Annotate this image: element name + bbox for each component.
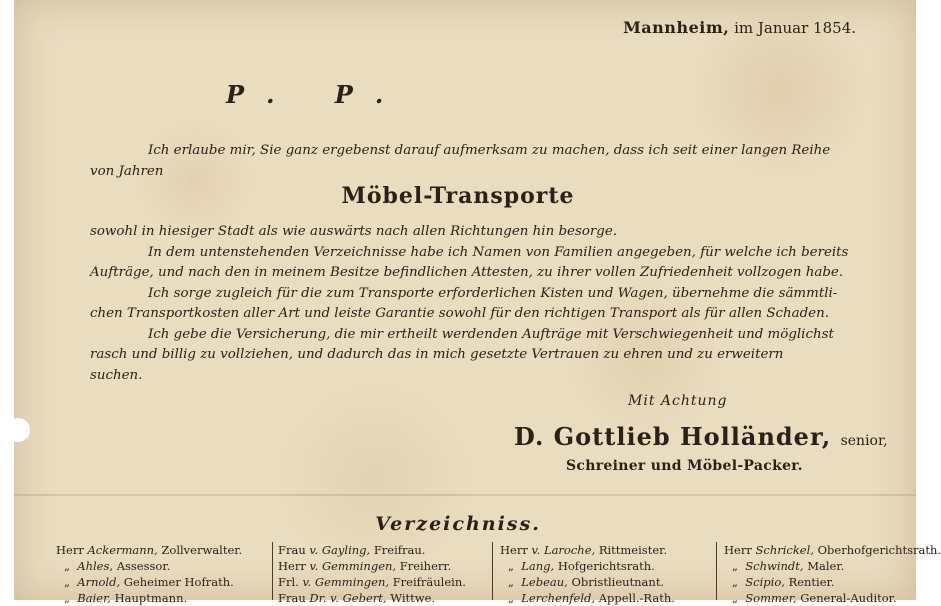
register-entry <box>724 574 941 590</box>
register-entry <box>56 542 242 558</box>
entry-name: Ackermann, <box>87 543 158 557</box>
register-entry <box>278 590 466 606</box>
entry-prefix: „ <box>508 559 514 573</box>
entry-prefix: Herr <box>278 559 306 573</box>
entry-role: Geheimer Hofrath. <box>123 575 234 589</box>
entry-prefix: „ <box>64 575 70 589</box>
entry-prefix: Herr <box>724 543 752 557</box>
register-entry <box>56 590 242 606</box>
entry-name: Schwindt, <box>745 559 804 573</box>
intro-line: Ich erlaube mir, Sie ganz ergebenst darauf aufmerksam zu machen, dass ich seit einer langen Reihe <box>148 143 831 158</box>
entry-prefix: „ <box>64 559 70 573</box>
paragraph-line: In dem untenstehenden Verzeichnisse habe ich Namen von Familien angegeben, für welche ich bereits <box>148 244 849 260</box>
entry-role: Hofgerichtsrath. <box>557 559 655 573</box>
register-entry <box>724 542 941 558</box>
register-entry <box>278 558 466 574</box>
date-line <box>623 18 856 37</box>
register-column <box>724 542 941 606</box>
entry-name: Lebeau, <box>521 575 568 589</box>
punch-hole <box>6 418 30 442</box>
entry-name: v. Gemmingen, <box>309 559 397 573</box>
entry-prefix: „ <box>64 591 70 605</box>
signatory-trade: Schreiner und Möbel-Packer. <box>566 458 803 474</box>
entry-name: v. Laroche, <box>531 543 596 557</box>
register-column <box>56 542 242 606</box>
signatory-suffix: senior, <box>840 433 888 449</box>
document-title: Möbel-Transporte <box>341 183 575 209</box>
entry-name: Lerchenfeld, <box>521 591 596 605</box>
register-entry <box>500 558 675 574</box>
entry-name: Scipio, <box>745 575 785 589</box>
salutation: P. P. <box>226 80 410 109</box>
entry-role: Rentier. <box>788 575 835 589</box>
entry-name: v. Gemmingen, <box>302 575 390 589</box>
entry-prefix: Frau <box>278 591 306 605</box>
entry-role: Assessor. <box>116 559 171 573</box>
register-entry <box>500 542 675 558</box>
entry-role: Wittwe. <box>390 591 436 605</box>
intro-line: von Jahren <box>90 163 164 179</box>
signatory-name: D. Gottlieb Holländer, <box>514 422 832 451</box>
entry-prefix: Herr <box>56 543 84 557</box>
entry-name: Sommer, <box>745 591 797 605</box>
entry-name: Baier, <box>77 591 111 605</box>
entry-role: Oberhofgerichtsrath. <box>817 543 941 557</box>
entry-prefix: Frau <box>278 543 306 557</box>
entry-role: Maler. <box>807 559 845 573</box>
paragraph-line: rasch und billig zu vollziehen, und dadurch das in mich gesetzte Vertrauen zu ehren und zu erweitern <box>90 347 784 362</box>
paragraph-line: Ich sorge zugleich für die zum Transporte erforderlichen Kisten und Wagen, übernehme die sämmtli- <box>148 285 838 301</box>
fold-line <box>14 494 916 496</box>
entry-name: Lang, <box>521 559 555 573</box>
signature-line <box>514 422 888 451</box>
entry-role: Hauptmann. <box>114 591 188 605</box>
main-paragraphs <box>90 222 898 386</box>
entry-prefix: „ <box>732 559 738 573</box>
register-entry <box>56 558 242 574</box>
entry-prefix: Herr <box>500 543 528 557</box>
paragraph-line: chen Transportkosten aller Art und leiste Garantie sowohl für den richtigen Transport als für allen Schaden. <box>90 306 829 321</box>
paragraph-line: suchen. <box>90 367 143 383</box>
entry-prefix: „ <box>732 575 738 589</box>
paragraph-line: sowohl in hiesiger Stadt als wie auswärts nach allen Richtungen hin besorge. <box>90 224 618 239</box>
entry-role: Rittmeister. <box>598 543 668 557</box>
entry-prefix: Frl. <box>278 575 299 589</box>
entry-role: Obristlieutnant. <box>571 575 665 589</box>
paragraph-line: Aufträge, und nach den in meinem Besitze befindlichen Attesten, zu ihrer vollen Zufriedenheit vollzogen habe. <box>90 265 844 280</box>
entry-role: Freifrau. <box>373 543 426 557</box>
entry-role: Appell.-Rath. <box>598 591 675 605</box>
entry-role: General-Auditor. <box>800 591 897 605</box>
register-entry <box>56 574 242 590</box>
intro-paragraph <box>90 141 898 182</box>
city: Mannheim, <box>623 18 730 37</box>
register-entry <box>278 574 466 590</box>
date: im Januar 1854. <box>734 19 856 37</box>
register-column <box>278 542 466 606</box>
register-columns <box>54 542 941 605</box>
register-entry <box>724 590 941 606</box>
register-entry <box>724 558 941 574</box>
closing-regards: Mit Achtung <box>628 393 728 409</box>
register-column <box>500 542 675 606</box>
register-title: Verzeichniss. <box>375 513 541 535</box>
entry-prefix: „ <box>732 591 738 605</box>
entry-name: Dr. v. Gebert, <box>309 591 387 605</box>
entry-name: Arnold, <box>77 575 121 589</box>
entry-name: Schrickel, <box>755 543 814 557</box>
entry-prefix: „ <box>508 575 514 589</box>
register-entry <box>500 590 675 606</box>
entry-name: v. Gayling, <box>309 543 371 557</box>
entry-role: Zollverwalter. <box>161 543 243 557</box>
paragraph-line: Ich gebe die Versicherung, die mir ertheilt werdenden Aufträge mit Verschwiegenheit und möglichst <box>148 326 834 342</box>
entry-prefix: „ <box>508 591 514 605</box>
entry-name: Ahles, <box>77 559 114 573</box>
register-entry <box>278 542 466 558</box>
entry-role: Freifräulein. <box>392 575 466 589</box>
entry-role: Freiherr. <box>399 559 452 573</box>
register-entry <box>500 574 675 590</box>
